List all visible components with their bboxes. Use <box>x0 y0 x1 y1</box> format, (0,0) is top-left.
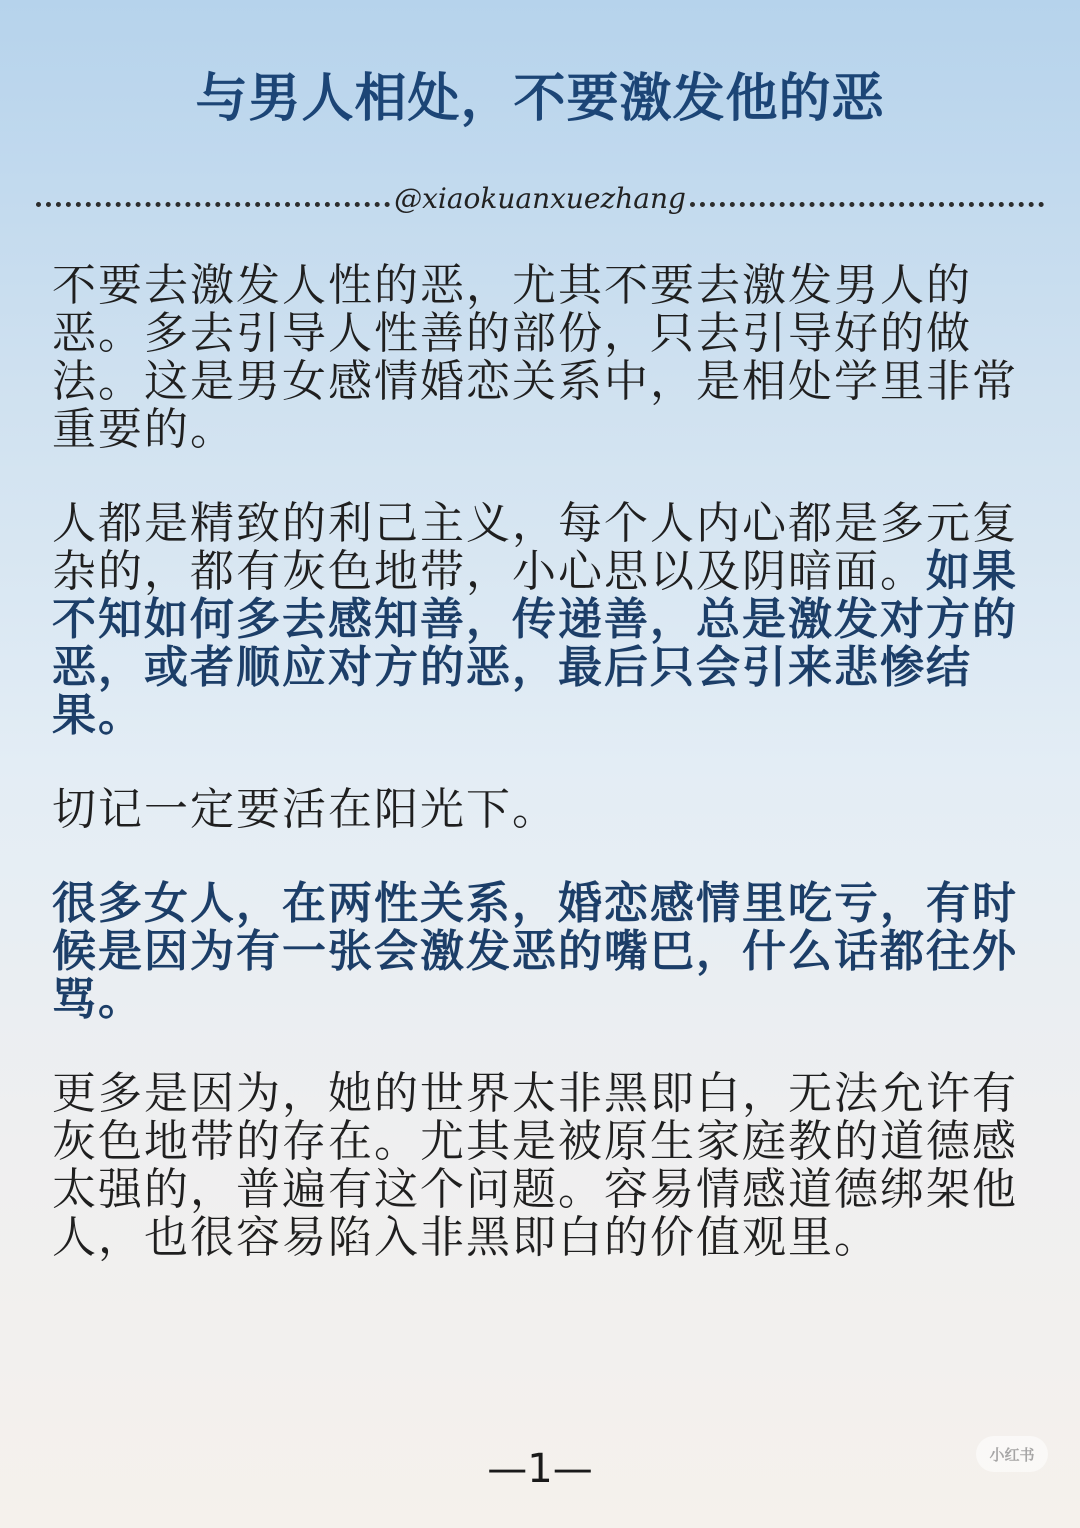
page-number: —1— <box>487 1446 593 1492</box>
paragraph-text: 人都是精致的利己主义，每个人内心都是多元复杂的，都有灰色地带，小心思以及阴暗面。 <box>52 498 1018 597</box>
article-body <box>52 262 1034 1308</box>
paragraph-1 <box>52 262 1034 454</box>
page-title: 与男人相处，不要激发他的恶 <box>195 69 885 129</box>
paragraph-highlight: 很多女人，在两性关系，婚恋感情里吃亏，有时候是因为有一张会激发恶的嘴巴，什么话都往外骂。 <box>52 878 1018 1025</box>
author-separator <box>36 176 1044 220</box>
paragraph-text: 不要去激发人性的恶，尤其不要去激发男人的恶。多去引导人性善的部份，只去引导好的做法。这是男女感情婚恋关系中，是相处学里非常重要的。 <box>52 260 1018 455</box>
dotted-line-right <box>690 202 1044 207</box>
xiaohongshu-watermark: 小红书 <box>976 1436 1048 1472</box>
paragraph-4 <box>52 880 1034 1024</box>
paragraph-2 <box>52 500 1034 740</box>
author-handle: @xiaokuanxuezhang <box>394 181 686 215</box>
dotted-line-left <box>36 202 390 207</box>
paragraph-5 <box>52 1070 1034 1262</box>
paragraph-text: 更多是因为，她的世界太非黑即白，无法允许有灰色地带的存在。尤其是被原生家庭教的道德感太强的，普遍有这个问题。容易情感道德绑架他人，也很容易陷入非黑即白的价值观里。 <box>52 1068 1018 1263</box>
paragraph-text: 切记一定要活在阳光下。 <box>52 784 558 835</box>
paragraph-3 <box>52 786 1034 834</box>
paragraph-highlight: 如果不知如何多去感知善，传递善，总是激发对方的恶，或者顺应对方的恶，最后只会引来悲惨结果。 <box>52 546 1018 741</box>
